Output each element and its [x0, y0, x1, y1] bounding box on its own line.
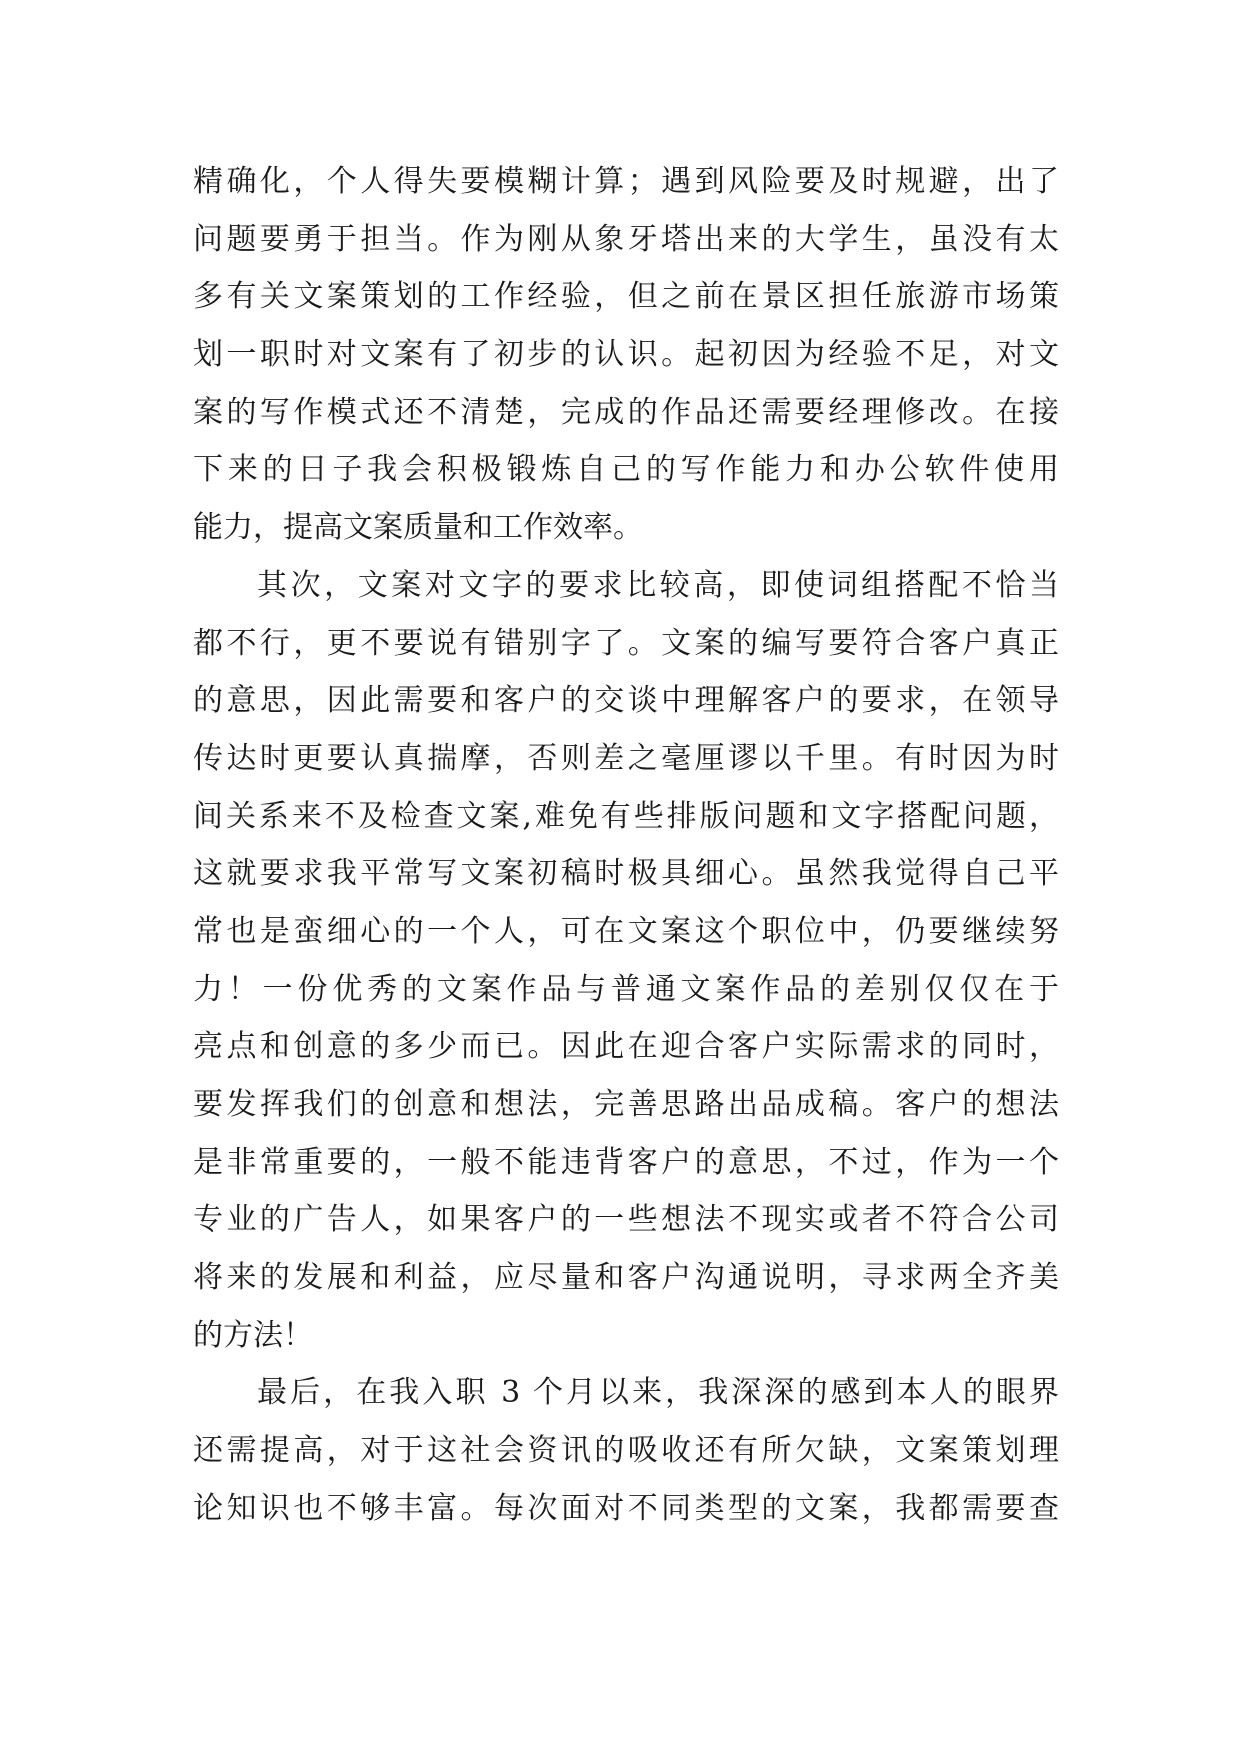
text-line: 精确化，个人得失要模糊计算；遇到风险要及时规避，出了	[193, 164, 1059, 199]
text-line: 能力，提高文案质量和工作效率。	[193, 510, 643, 546]
text-line: 划一职时对文案有了初步的认识。起初因为经验不足，对文	[193, 337, 1059, 373]
text-line: 要发挥我们的创意和想法，完善思路出品成稿。客户的想法	[193, 1087, 1059, 1122]
text-line: 亮点和创意的多少而已。因此在迎合客户实际需求的同时，	[193, 1029, 1059, 1065]
text-line: 问题要勇于担当。作为刚从象牙塔出来的大学生，虽没有太	[193, 221, 1059, 257]
text-line: 的意思，因此需要和客户的交谈中理解客户的要求，在领导	[193, 683, 1059, 719]
text-line: 案的写作模式还不清楚，完成的作品还需要经理修改。在接	[193, 394, 1059, 430]
text-line: 都不行，更不要说有错别字了。文案的编写要符合客户真正	[193, 625, 1059, 661]
text-line: 论知识也不够丰富。每次面对不同类型的文案，我都需要查	[193, 1490, 1059, 1526]
paragraph-3	[193, 1364, 1059, 1537]
text-line: 间关系来不及检查文案,难免有些排版问题和文字搭配问题，	[193, 798, 1059, 834]
text-line: 力！一份优秀的文案作品与普通文案作品的差别仅仅在于	[193, 971, 1059, 1007]
text-line: 常也是蛮细心的一个人，可在文案这个职位中，仍要继续努	[193, 913, 1059, 949]
paragraph-2	[193, 557, 1059, 1365]
text-line: 的方法！	[193, 1317, 313, 1353]
text-line: 将来的发展和利益，应尽量和客户沟通说明，寻求两全齐美	[193, 1260, 1059, 1296]
text-line: 最后，在我入职 3 个月以来，我深深的感到本人的眼界	[257, 1375, 1059, 1411]
text-line: 专业的广告人，如果客户的一些想法不现实或者不符合公司	[193, 1202, 1059, 1238]
text-line: 传达时更要认真揣摩，否则差之毫厘谬以千里。有时因为时	[193, 740, 1059, 776]
text-line: 还需提高，对于这社会资讯的吸收还有所欠缺，文案策划理	[193, 1433, 1059, 1469]
text-line: 这就要求我平常写文案初稿时极具细心。虽然我觉得自己平	[193, 856, 1059, 892]
text-line: 其次，文案对文字的要求比较高，即使词组搭配不恰当	[257, 567, 1059, 603]
text-line: 下来的日子我会积极锻炼自己的写作能力和办公软件使用	[193, 452, 1059, 488]
document-body	[193, 153, 1059, 1538]
paragraph-1	[193, 153, 1059, 557]
text-line: 是非常重要的，一般不能违背客户的意思，不过，作为一个	[193, 1144, 1059, 1180]
text-line: 多有关文案策划的工作经验，但之前在景区担任旅游市场策	[193, 279, 1059, 315]
